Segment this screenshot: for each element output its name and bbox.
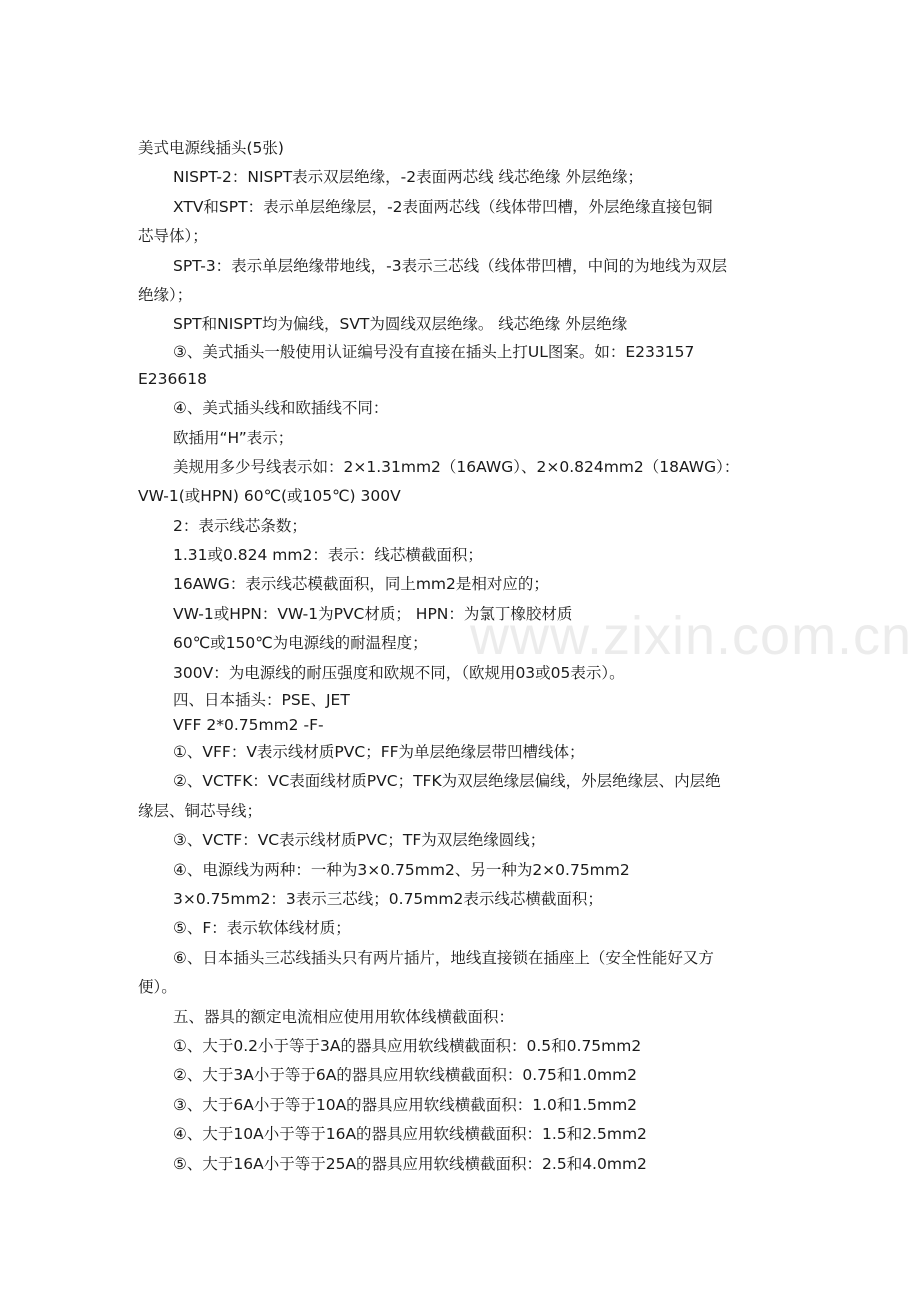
- doc-line: 缘层、铜芯导线；: [138, 801, 263, 820]
- doc-line: 芯导体）；: [138, 227, 208, 246]
- doc-line: ①、大于0.2小于等于3A的器具应用软线横截面积：0.5和0.75mm2: [173, 1036, 642, 1055]
- doc-line: 60℃或150℃为电源线的耐温程度；: [173, 634, 428, 653]
- doc-line: ④、电源线为两种：一种为3×0.75mm2、另一种为2×0.75mm2: [173, 860, 630, 879]
- doc-line: 美规用多少号线表示如：2×1.31mm2（16AWG）、2×0.824mm2（18AWG）：: [173, 457, 740, 476]
- doc-line: 欧插用“H”表示；: [173, 428, 294, 447]
- doc-line: 16AWG：表示线芯模截面积，同上mm2是相对应的；: [173, 575, 549, 594]
- doc-line: 2：表示线芯条数；: [173, 516, 307, 535]
- doc-line: ⑤、大于16A小于等于25A的器具应用软线横截面积：2.5和4.0mm2: [173, 1154, 647, 1173]
- doc-line: ①、VFF：V表示线材质PVC；FF为单层绝缘层带凹槽线体；: [173, 743, 585, 762]
- doc-line: NISPT-2：NISPT表示双层绝缘，-2表面两芯线 线芯绝缘 外层绝缘；: [173, 168, 643, 187]
- doc-line-heading: 四、日本插头：PSE、JET: [173, 691, 350, 710]
- doc-line: ④、美式插头线和欧插线不同：: [173, 399, 389, 418]
- doc-line: VW-1或HPN：VW-1为PVC材质； HPN：为氯丁橡胶材质: [173, 604, 573, 623]
- doc-line: ⑤、F：表示软体线材质；: [173, 919, 351, 938]
- doc-line-heading: 五、器具的额定电流相应使用用软体线横截面积：: [173, 1007, 515, 1026]
- doc-line: SPT和NISPT均为偏线，SVT为圆线双层绝缘。 线芯绝缘 外层绝缘: [173, 315, 628, 334]
- document-body: [138, 134, 778, 1179]
- doc-line: ⑥、日本插头三芯线插头只有两片插片，地线直接锁在插座上（安全性能好又方: [173, 948, 714, 967]
- doc-line: ④、大于10A小于等于16A的器具应用软线横截面积：1.5和2.5mm2: [173, 1125, 647, 1144]
- doc-line: ②、VCTFK：VC表面线材质PVC；TFK为双层绝缘层偏线，外层绝缘层、内层绝: [173, 772, 721, 791]
- doc-line: 300V：为电源线的耐压强度和欧规不同，（欧规用03或05表示）。: [173, 663, 625, 682]
- doc-line: SPT-3：表示单层绝缘带地线，-3表示三芯线（线体带凹槽，中间的为地线为双层: [173, 256, 728, 275]
- doc-line: 便）。: [138, 978, 177, 997]
- doc-line: E236618: [138, 369, 207, 388]
- doc-line: 绝缘）；: [138, 285, 193, 304]
- doc-line: ③、VCTF：VC表示线材质PVC；TF为双层绝缘圆线；: [173, 831, 546, 850]
- doc-line: XTV和SPT：表示单层绝缘层，-2表面两芯线（线体带凹槽，外层绝缘直接包铜: [173, 197, 713, 216]
- doc-line: VW-1(或HPN) 60℃(或105℃) 300V: [138, 487, 401, 506]
- doc-line: 3×0.75mm2：3表示三芯线；0.75mm2表示线芯横截面积；: [173, 889, 603, 908]
- watermark: www.zixin.com.cn: [470, 606, 913, 666]
- doc-line-title: 美式电源线插头(5张): [138, 139, 284, 157]
- doc-line: ③、美式插头一般使用认证编号没有直接在插头上打UL图案。如：E233157: [173, 342, 695, 361]
- doc-line: 1.31或0.824 mm2：表示：线芯横截面积；: [173, 546, 483, 565]
- doc-line: ③、大于6A小于等于10A的器具应用软线横截面积：1.0和1.5mm2: [173, 1095, 638, 1114]
- doc-line: ②、大于3A小于等于6A的器具应用软线横截面积：0.75和1.0mm2: [173, 1066, 638, 1085]
- doc-line: VFF 2*0.75mm2 -F-: [173, 716, 324, 735]
